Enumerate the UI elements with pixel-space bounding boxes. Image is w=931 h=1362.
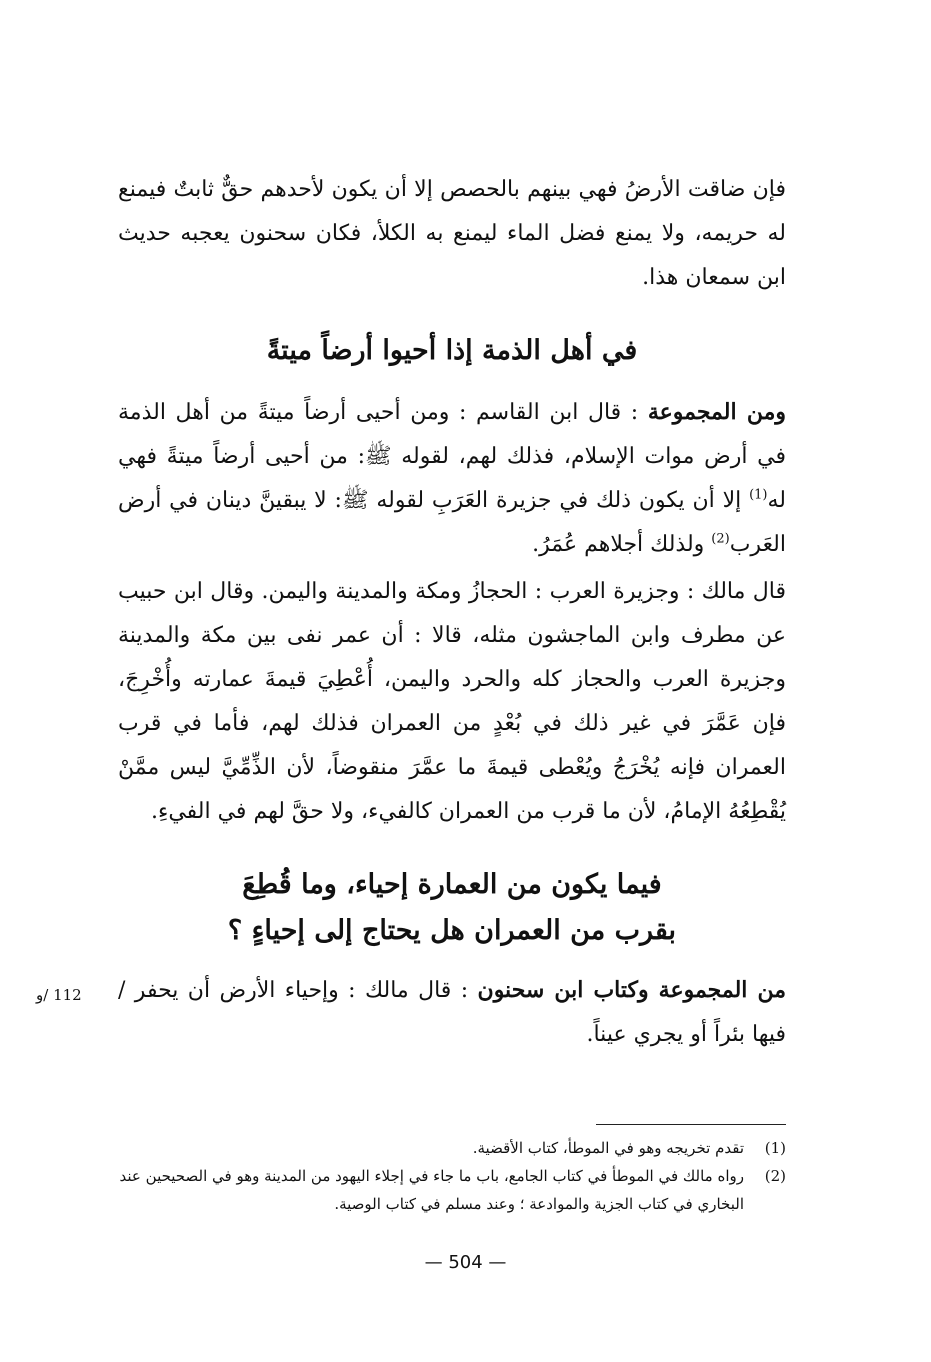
paragraph-text (118, 390, 786, 567)
footnote-text: تقدم تخريجه وهو في الموطأ، كتاب الأقضية. (472, 1139, 744, 1157)
footnote-text: رواه مالك في الموطأ في كتاب الجامع، باب ما جاء في إجلاء اليهود من المدينة وهو في الصحيحين عند البخاري في كتاب الجزية والموادعة ؛ وعند مسلم في كتاب الوصية. (119, 1167, 744, 1213)
paragraph-malik-arabia (118, 570, 786, 834)
source-bold-lead: من المجموعة وكتاب ابن سحنون (477, 977, 786, 1003)
section-heading-dhimmi-revival: في أهل الذمة إذا أحيوا أرضاً ميتةً (266, 335, 638, 366)
footnote-number: (2) (764, 1167, 786, 1185)
paragraph-segment: ولذلك أجلاهم عُمَرُ. (532, 532, 712, 557)
paragraph-text: قال مالك : وجزيرة العرب : الحجازُ ومكة والمدينة واليمن. وقال ابن حبيب عن مطرف وابن الماجشون مثله، قالا : أن عمر نفى بين مكة والمدينة وجزيرة العرب والحجاز كله والحرد واليمن، أُعْطِيَ قيمةَ عمارته وأُخْرِجَ، فإن عَمَّرَ في غير ذلك في بُعْدٍ من العمران فذلك لهم، فأما في قرب العمران فإنه يُخْرَجُ ويُعْطى قيمةَ ما عمَّرَ منقوضاً، لأن الذِّمِّيَّ ليس ممَّنْ يُقْطِعُهُ الإمامُ، لأن ما قرب من العمران كالفيء، ولا حقَّ لهم في الفيءِ. (118, 579, 786, 824)
footnote-item (118, 1162, 786, 1218)
page-number: — 504 — (424, 1252, 507, 1273)
paragraph-text (118, 968, 786, 1057)
section-heading-what-counts-as-revival (118, 862, 786, 954)
footnotes (118, 1134, 786, 1218)
heading-line-1: فيما يكون من العمارة إحياء، وما قُطِعَ (242, 869, 662, 900)
paragraph-text: فإن ضاقت الأرضُ فهي بينهم بالحصص إلا أن يكون لأحدهم حقٌّ ثابتٌ فيمنع له حريمه، ولا يمنع فضل الماء ليمنع به الكلأ، فكان سحنون يعجبه حديث ابن سمعان هذا. (118, 177, 786, 290)
footnote-item (118, 1134, 786, 1162)
footnote-ref-2: (2) (711, 531, 730, 547)
manuscript-folio-marker: 112 /و (36, 986, 82, 1004)
paragraph-segment: إلا أن يكون ذلك في جزيرة العَرَبِ لقوله ﷺ: لا يبقينَّ دينان في أرض العَرب (118, 488, 786, 557)
paragraph-ibn-sahnun (118, 968, 786, 1057)
footnote-ref-1: (1) (749, 487, 768, 503)
paragraph-segment: : قال ابن القاسم : ومن أحيى أرضاً ميتةً من أهل الذمة في أرض موات الإسلام، فذلك لهم، لقوله ﷺ: من أحيى أرضاً ميتةً فهي له (118, 400, 786, 513)
paragraph-majmuah (118, 390, 786, 567)
source-bold-lead: ومن المجموعة (647, 399, 786, 425)
footnote-divider (596, 1124, 786, 1125)
footnote-number: (1) (764, 1139, 786, 1157)
paragraph-segment: : قال مالك : وإحياء الأرض أن يحفر / فيها بئراً أو يجري عيناً. (118, 978, 786, 1047)
opening-paragraph (118, 168, 786, 300)
heading-line-2: بقرب من العمران هل يحتاج إلى إحياءٍ ؟ (227, 915, 677, 946)
